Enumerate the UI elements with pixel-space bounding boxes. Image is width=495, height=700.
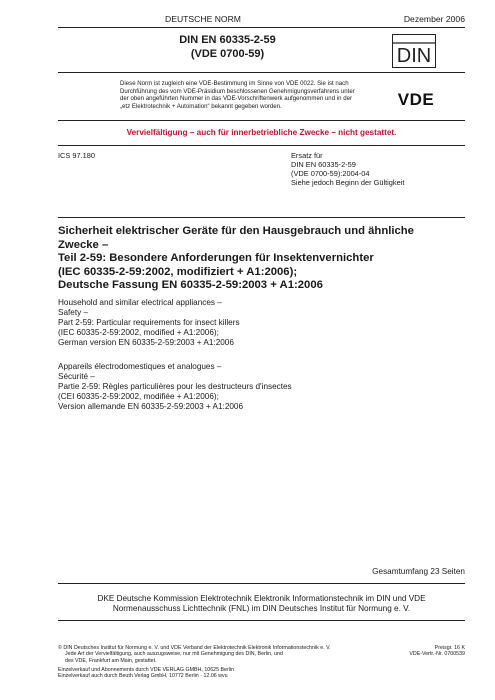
committee (58, 594, 465, 614)
title-french-line: Sécurité – (58, 371, 95, 381)
document-number: DIN EN 60335-2-59 (179, 34, 276, 46)
order-info (395, 645, 465, 658)
din-logo-mark (393, 35, 435, 67)
vde-notice (120, 80, 382, 111)
title-german (58, 225, 468, 293)
section-rule-2 (58, 120, 465, 121)
title-german-line: Sicherheit elektrischer Geräte für den Hausgebrauch und ähnliche (58, 225, 414, 237)
title-english-line: German version EN 60335-2-59:2003 + A1:2006 (58, 337, 234, 347)
sales-line: Einzelverkauf und Abonnements durch VDE VERLAG GMBH, 10625 Berlin (58, 667, 235, 673)
svg-text:DIN: DIN (396, 45, 432, 67)
replacement-line: (VDE 0700-59):2004-04 (291, 169, 370, 178)
title-french (58, 362, 468, 412)
title-english-line: Safety – (58, 307, 89, 317)
title-french-line: Version allemande EN 60335-2-59:2003 + A1:2006 (58, 401, 244, 411)
title-english-line: Part 2-59: Particular requirements for insect killers (58, 317, 240, 327)
vde-logo: VDE (397, 90, 435, 109)
header-rule (58, 27, 465, 28)
sales-line: Einzelverkauf auch durch Beuth Verlag GmbH, 10772 Berlin · 12.06 wvu (58, 673, 228, 680)
section-rule-1 (58, 72, 465, 73)
replacement-line: Ersatz für (291, 151, 323, 160)
section-rule-6 (58, 620, 465, 621)
replacement-line: DIN EN 60335-2-59 (291, 160, 356, 169)
replacement-info (291, 151, 466, 187)
title-german-line: Zwecke – (58, 238, 109, 251)
title-german-line: Deutsche Fassung EN 60335-2-59:2003 + A1:2006 (58, 279, 323, 292)
copyright-line: des VDE, Frankfurt am Main, gestattet. (65, 657, 157, 664)
din-logo (392, 34, 436, 68)
reproduction-warning: Vervielfältigung – auch für innerbetriebliche Zwecke – nicht gestattet. (126, 128, 397, 137)
replacement-line: Siehe jedoch Beginn der Gültigkeit (291, 178, 405, 187)
title-german-line: Teil 2-59: Besondere Anforderungen für Insektenvernichter (58, 252, 374, 265)
title-french-line: Appareils électrodomestiques et analogues – (58, 362, 222, 371)
title-french-line: Partie 2-59: Règles particulières pour les destructeurs d'insectes (58, 381, 292, 391)
title-french-line: (CEI 60335-2-59:2002, modifiée + A1:2006); (58, 391, 219, 401)
copyright (58, 645, 398, 664)
copyright-line: Jede Art der Vervielfältigung, auch auszugsweise, nur mit Genehmigung des DIN, Berlin, und (65, 651, 283, 658)
title-german-line: (IEC 60335-2-59:2002, modifiziert + A1:2006); (58, 265, 298, 278)
title-english-line: Household and similar electrical appliances – (58, 298, 222, 307)
document-type: DEUTSCHE NORM (165, 14, 241, 24)
vde-order-number: VDE-Vertr.-Nr. 0700539 (409, 651, 465, 658)
section-rule-4 (58, 217, 465, 218)
title-english (58, 298, 468, 348)
copyright-line: © DIN Deutsches Institut für Normung e. V. und VDE Verband der Elektrotechnik Elektronik Informationstechnik e. V. (58, 645, 331, 651)
vde-notice-line: Diese Norm ist zugleich eine VDE-Bestimmung im Sinne von VDE 0022. Sie ist nach (120, 80, 349, 87)
section-rule-5 (58, 583, 465, 584)
sales-info (58, 667, 398, 680)
vde-notice-line: Durchführung des vom VDE-Präsidium beschlossenen Genehmigungsverfahrens unter (120, 87, 355, 95)
vde-notice-line: „etz Elektrotechnik + Automation“ bekannt gegeben worden. (120, 103, 282, 111)
section-rule-3 (58, 145, 465, 146)
price-group: Preisgr. 16 K (434, 645, 465, 651)
vde-notice-line: der oben angeführten Nummer in das VDE-Vorschriftenwerk aufgenommen und in der (120, 95, 353, 103)
ics-code: ICS 97.180 (58, 151, 95, 160)
committee-line: Normenausschuss Lichttechnik (FNL) im DIN Deutsches Institut für Normung e. V. (112, 603, 411, 613)
vde-classification: (VDE 0700-59) (190, 48, 265, 60)
title-english-line: (IEC 60335-2-59:2002, modified + A1:2006); (58, 327, 219, 337)
publication-date: Dezember 2006 (403, 14, 465, 24)
total-pages: Gesamtumfang 23 Seiten (372, 567, 465, 576)
committee-line: DKE Deutsche Kommission Elektrotechnik Elektronik Informationstechnik im DIN und VDE (97, 594, 426, 603)
